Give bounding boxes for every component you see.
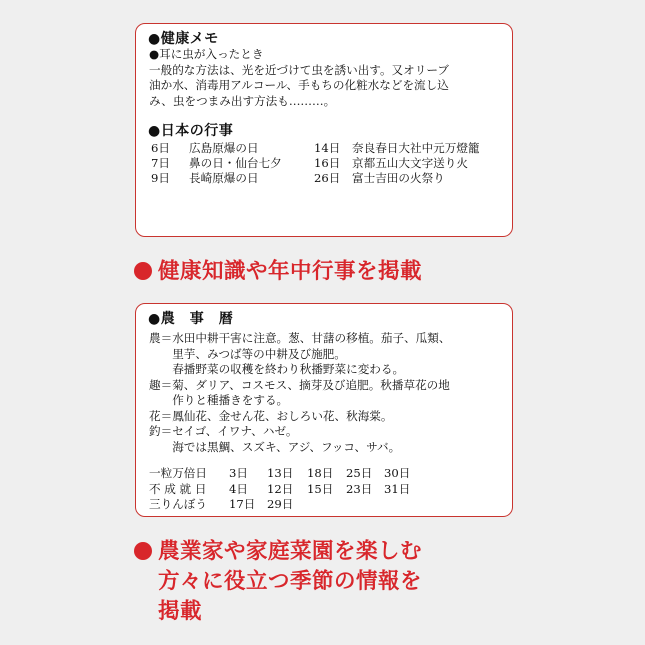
farm-calendar-line: 春播野菜の収穫を終わり秋播野菜に変わる。 <box>149 362 405 376</box>
event-name: 奈良春日大社中元万燈籠 <box>352 141 480 155</box>
health-memo-line: 一般的な方法は、光を近づけて虫を誘い出す。又オリーブ <box>149 62 449 77</box>
lucky-day: 25日 <box>346 466 373 480</box>
farm-calendar-line: 花＝鳳仙花、金せん花、おしろい花、秋海棠。 <box>149 408 393 423</box>
lucky-days-row <box>149 496 489 512</box>
event-day: 6日 <box>151 141 170 155</box>
lucky-days-label: 不 成 就 日 <box>149 481 207 496</box>
lucky-days-table <box>149 465 489 512</box>
headline-health <box>134 254 422 285</box>
health-memo-line: み、虫をつまみ出す方法も………。 <box>149 93 336 108</box>
lucky-day: 13日 <box>267 466 294 480</box>
event-day: 9日 <box>151 171 170 185</box>
lucky-day: 18日 <box>307 466 334 480</box>
lucky-day: 4日 <box>229 481 248 496</box>
event-name: 広島原爆の日 <box>189 141 259 155</box>
farm-calendar-line: 作りと種播きをする。 <box>149 393 289 407</box>
headline-farming-line: 農業家や家庭菜園を楽しむ <box>158 539 423 564</box>
health-memo-title: ●健康メモ <box>148 31 219 47</box>
headline-farming-line: 掲載 <box>158 599 203 624</box>
red-bullet-icon <box>134 542 152 560</box>
lucky-day: 12日 <box>267 481 294 496</box>
headline-health-text: 健康知識や年中行事を掲載 <box>158 259 423 284</box>
lucky-days-label: 一粒万倍日 <box>149 466 207 480</box>
lucky-day: 3日 <box>229 466 248 480</box>
health-memo-line: ●耳に虫が入ったとき <box>149 47 264 61</box>
event-day: 16日 <box>314 156 341 170</box>
farm-calendar-line: 趣＝菊、ダリア、コスモス、摘芽及び追肥。秋播草花の地 <box>149 377 450 392</box>
event-name: 京都五山大文字送り火 <box>352 156 468 170</box>
farm-calendar-title: ●農 事 暦 <box>148 311 234 327</box>
lucky-day: 29日 <box>267 497 294 511</box>
event-name: 長崎原爆の日 <box>189 171 259 185</box>
farm-calendar-line: 海では黒鯛、スズキ、アジ、フッコ、サバ。 <box>149 439 401 454</box>
lucky-days-row <box>149 465 489 481</box>
lucky-day: 15日 <box>307 481 334 496</box>
farm-calendar-line: 釣＝セイゴ、イワナ、ハゼ。 <box>149 424 298 438</box>
event-name: 富士吉田の火祭り <box>352 171 445 185</box>
event-day: 7日 <box>151 156 170 170</box>
health-memo-body <box>149 47 449 109</box>
headline-farming <box>134 534 422 565</box>
health-memo-card <box>135 23 513 237</box>
events-title: ●日本の行事 <box>148 123 234 139</box>
event-day: 14日 <box>314 141 341 155</box>
event-name: 鼻の日・仙台七夕 <box>189 156 282 170</box>
event-day: 26日 <box>314 171 341 185</box>
farm-calendar-line: 里芋、みつば等の中耕及び施肥。 <box>149 346 346 361</box>
farm-calendar-line: 農＝水田中耕干害に注意。葱、甘藷の移植。茄子、瓜類、 <box>149 331 451 345</box>
lucky-day: 23日 <box>346 481 373 496</box>
headline-farming-line: 方々に役立つ季節の情報を <box>158 569 423 594</box>
lucky-day: 31日 <box>384 481 411 496</box>
red-bullet-icon <box>134 262 152 280</box>
farm-calendar-body <box>149 331 450 455</box>
lucky-day: 17日 <box>229 497 256 511</box>
health-memo-line: 油か水、消毒用アルコール、手もちの化粧水などを流し込 <box>149 78 449 92</box>
lucky-days-row <box>149 481 489 497</box>
farm-calendar-card <box>135 303 513 517</box>
lucky-days-label: 三りんぼう <box>149 497 207 511</box>
lucky-day: 30日 <box>384 466 411 480</box>
